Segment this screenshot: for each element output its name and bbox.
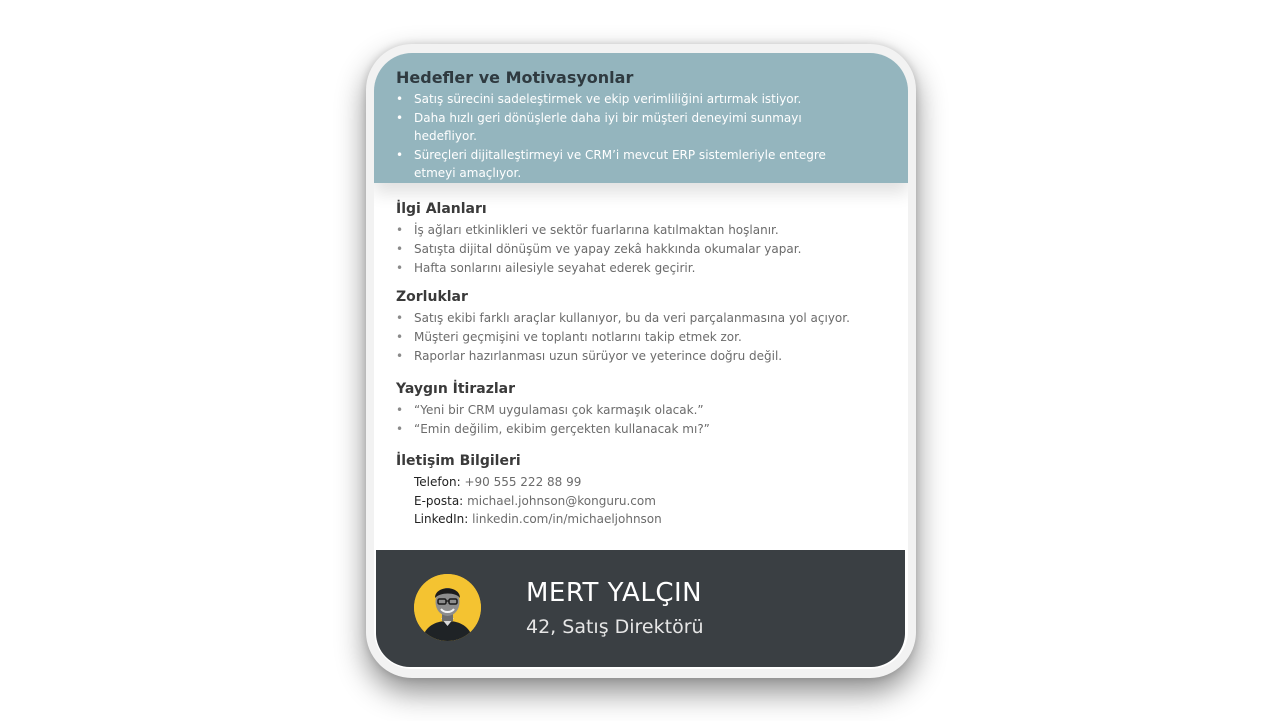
list-item: • Satışta dijital dönüşüm ve yapay zekâ hakkında okumalar yapar.	[396, 240, 896, 259]
list-item: • Raporlar hazırlanması uzun sürüyor ve yeterince doğru değil.	[396, 347, 896, 366]
contact-linkedin-row	[396, 510, 896, 529]
profile-name: MERT YALÇIN	[526, 578, 703, 608]
person-portrait-icon	[414, 574, 481, 641]
profile-footer	[376, 550, 905, 667]
goals-title: Hedefler ve Motivasyonlar	[396, 68, 634, 87]
linkedin-label: LinkedIn:	[414, 512, 469, 526]
list-item: • Daha hızlı geri dönüşlerle daha iyi bir müşteri deneyimi sunmayı hedefliyor.	[396, 109, 866, 146]
interests-list	[396, 221, 896, 278]
objections-section	[396, 381, 896, 439]
challenges-title: Zorluklar	[396, 289, 468, 305]
list-item: • Hafta sonlarını ailesiyle seyahat ederek geçirir.	[396, 259, 896, 278]
persona-card	[374, 53, 908, 669]
contact-phone-row	[396, 473, 896, 492]
email-label: E-posta:	[414, 493, 464, 508]
list-item: • “Yeni bir CRM uygulaması çok karmaşık olacak.”	[396, 401, 896, 420]
challenges-list	[396, 309, 896, 366]
list-item: • Satış ekibi farklı araçlar kullanıyor, bu da veri parçalanmasına yol açıyor.	[396, 309, 896, 328]
interests-title: İlgi Alanları	[396, 201, 487, 217]
list-item: • “Emin değilim, ekibim gerçekten kullanacak mı?”	[396, 420, 896, 439]
phone-value[interactable]: +90 555 222 88 99	[464, 475, 582, 489]
list-item: • Müşteri geçmişini ve toplantı notlarını takip etmek zor.	[396, 328, 896, 347]
interests-section	[396, 201, 896, 278]
list-item: • Süreçleri dijitalleştirmeyi ve CRM’i mevcut ERP sistemleriyle entegre etmeyi amaçlıyor.	[396, 146, 866, 183]
avatar	[414, 574, 481, 641]
profile-role: 42, Satış Direktörü	[526, 616, 704, 638]
goals-list	[396, 90, 866, 183]
objections-title: Yaygın İtirazlar	[396, 381, 516, 397]
challenges-section	[396, 289, 896, 366]
email-value[interactable]: michael.johnson@konguru.com	[467, 493, 656, 508]
list-item: • İş ağları etkinlikleri ve sektör fuarlarına katılmaktan hoşlanır.	[396, 221, 896, 240]
goals-section	[374, 53, 908, 183]
linkedin-value[interactable]: linkedin.com/in/michaeljohnson	[472, 512, 662, 526]
contact-section	[396, 453, 896, 529]
objections-list	[396, 401, 896, 439]
contact-title: İletişim Bilgileri	[396, 453, 521, 469]
phone-label: Telefon:	[414, 475, 461, 489]
list-item: • Satış sürecini sadeleştirmek ve ekip verimliliğini artırmak istiyor.	[396, 90, 866, 109]
contact-email-row	[396, 492, 896, 511]
